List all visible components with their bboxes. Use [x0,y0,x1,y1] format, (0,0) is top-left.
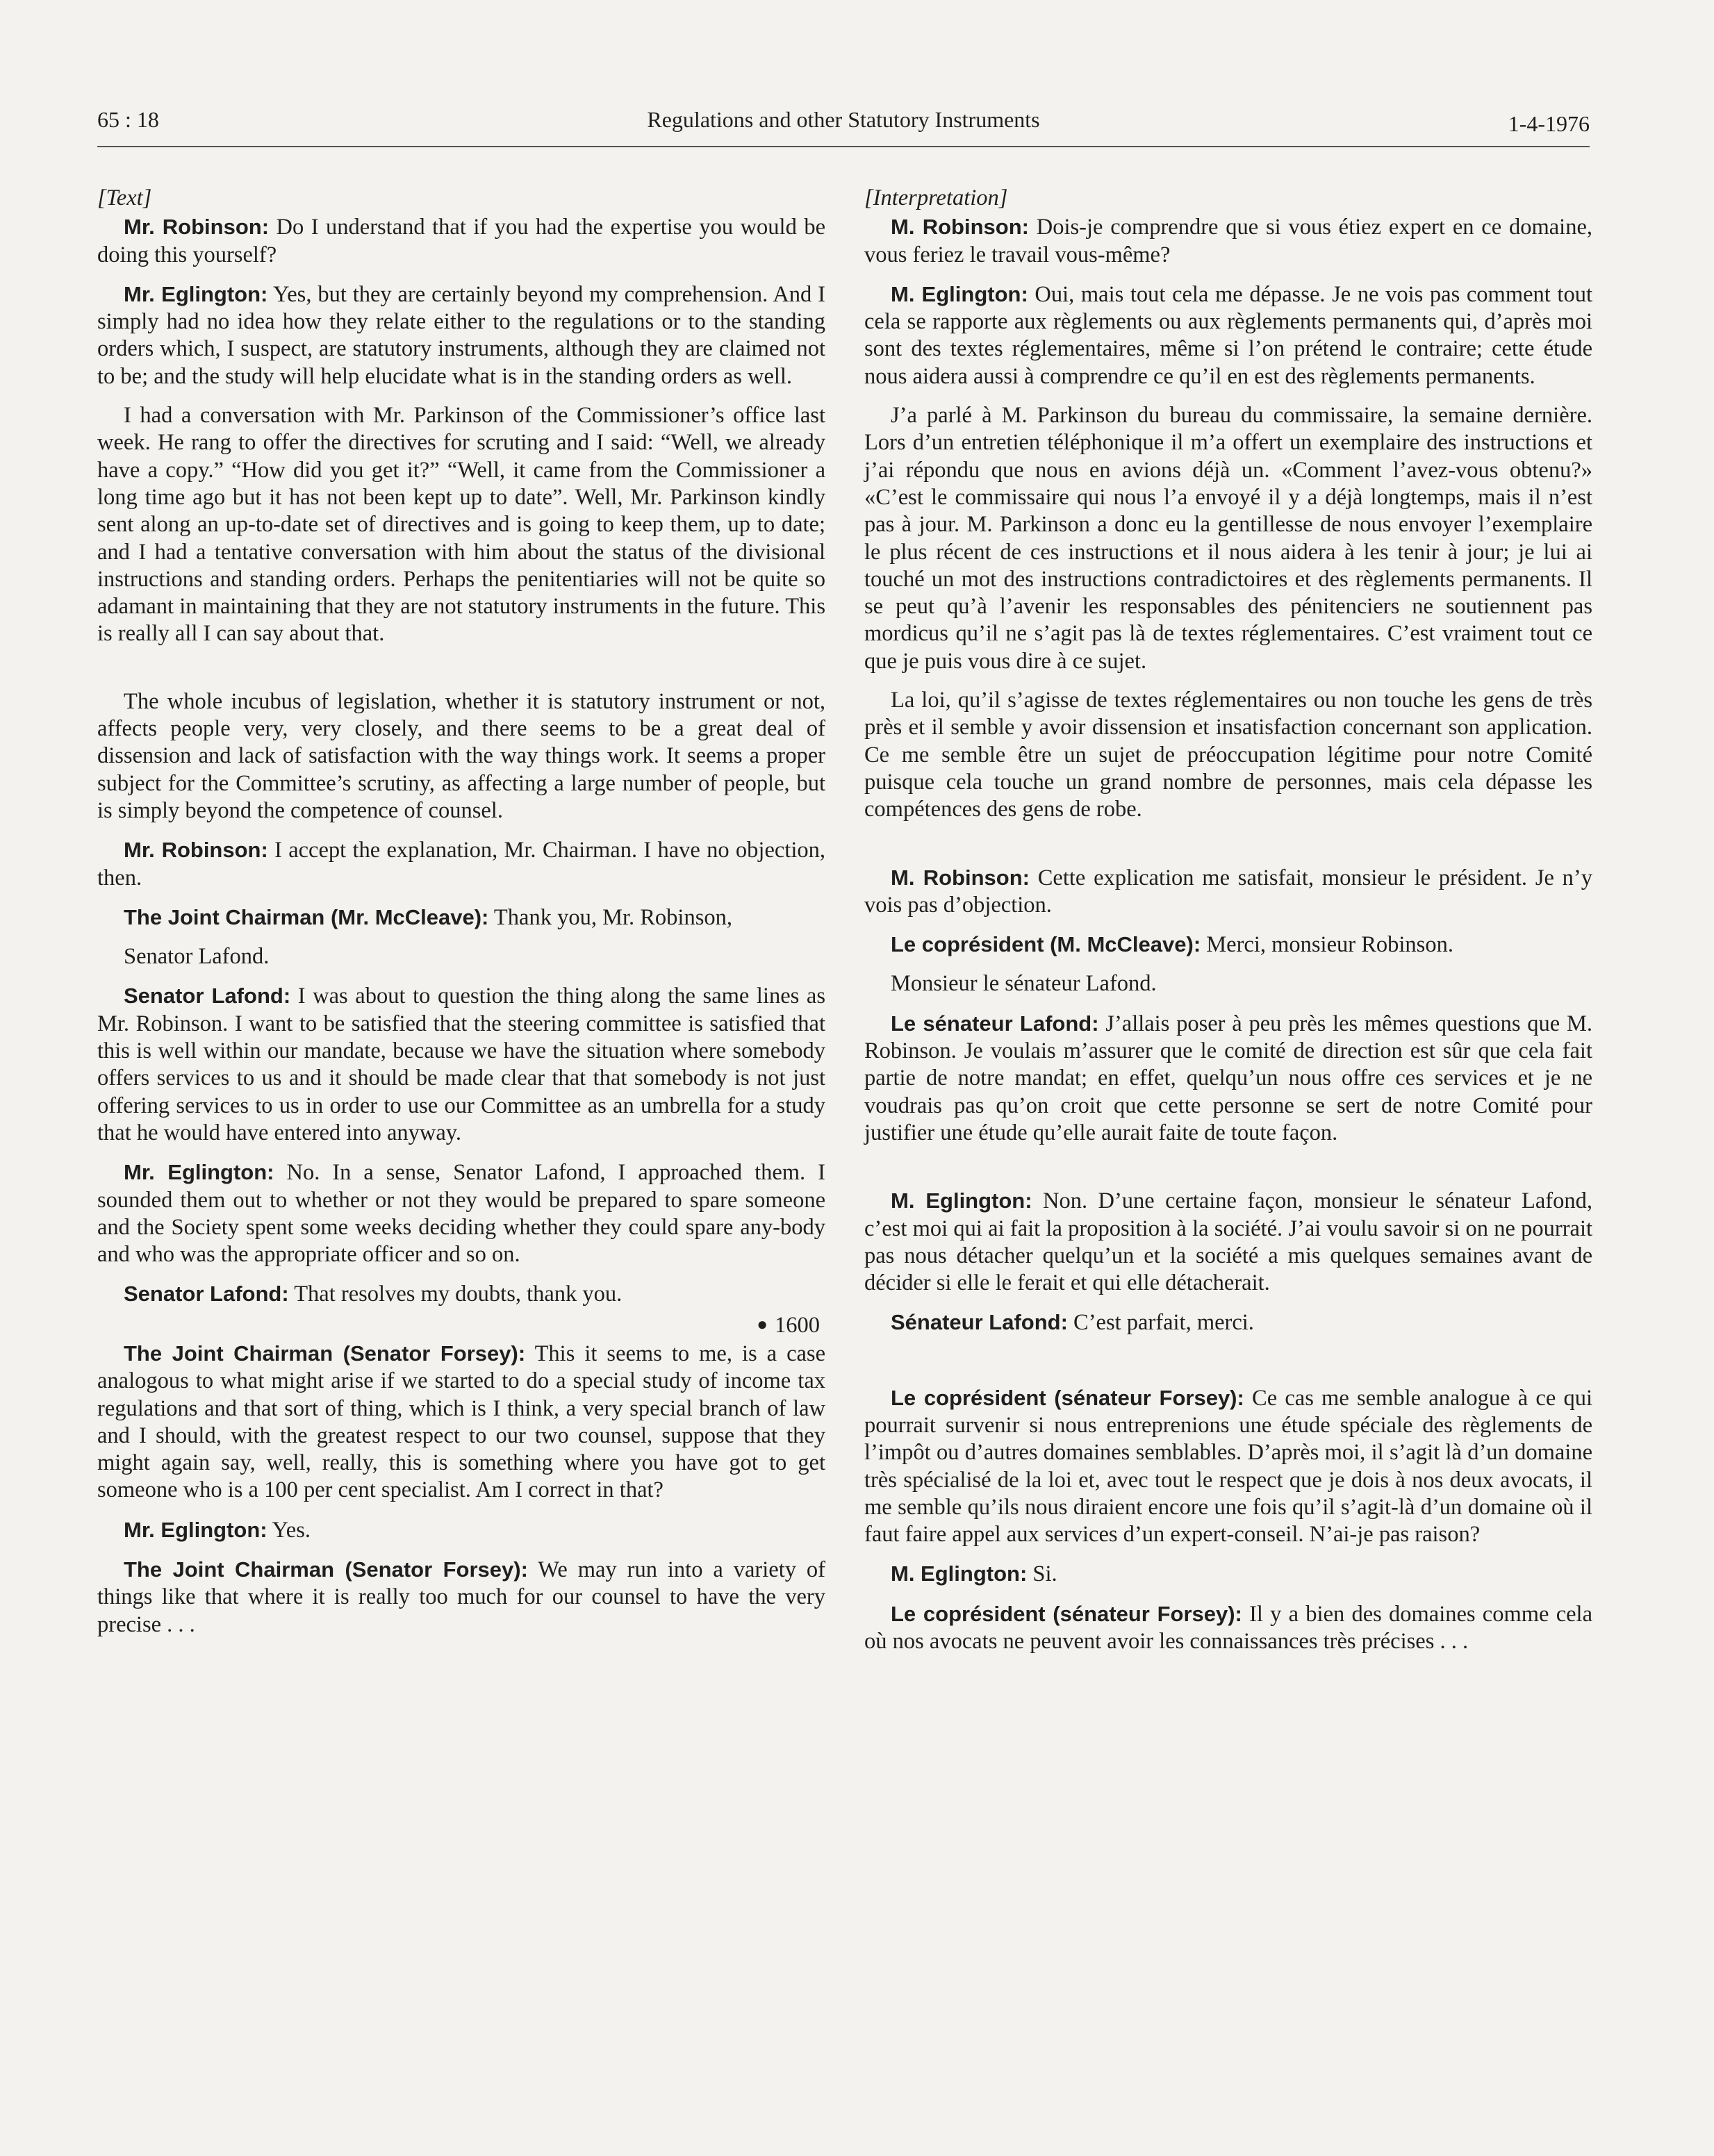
speech-text: Ce cas me semble analogue à ce qui pourrait survenir si nous entreprenions une étude spéciale des règlements de l’impôt ou d’autres domaines semblables. D’après moi, il s’agit là d’un domaine très spécialisé de la loi et, avec tout le respect que je dois à nos deux avocats, il me semble qu’ils nous diraient encore une fois qu’il s’agit-là d’un domaine où il faut faire appel aux services d’un expert-conseil. N’ai-je pas raison? [864,1385,1592,1548]
speaker-name: Mr. Eglington: [124,1160,274,1185]
page-header [97,104,1590,147]
speaker-name: M. Robinson: [891,215,1029,240]
speaker-name: Le coprésident (sénateur Forsey): [891,1601,1242,1626]
language-tag: [Text] [97,185,152,210]
speech-text: Yes, but they are certainly beyond my comprehension. And I simply had no idea how they relate either to the regulations or to the standing orders which, I suspect, are statutory instruments, although they are claimed not to be; and the study will help elucidate what is in the standing orders as well. [97,281,825,389]
paragraph [97,943,825,970]
paragraph [864,1560,1592,1588]
speaker-name: Mr. Robinson: [124,215,270,240]
speaker-name: Le coprésident (sénateur Forsey): [891,1385,1244,1410]
speech-text: No. In a sense, Senator Lafond, I approached them. I sounded them out to whether or not they would be prepared to spare someone and the Society spent some weeks deciding whether they could spare any-body and who was the appropriate officer and so on. [97,1160,825,1268]
running-title: Regulations and other Statutory Instruments [647,107,1040,132]
paragraph [97,982,825,1147]
speaker-name: The Joint Chairman (Senator Forsey): [124,1341,526,1366]
paragraph [864,1384,1592,1549]
paragraph [97,836,825,892]
paragraph [97,1340,825,1504]
paragraph [97,904,825,931]
language-tag: [Interpretation] [864,185,1008,210]
speaker-name: Le sénateur Lafond: [891,1011,1099,1036]
speech-text: This it seems to me, is a case analogous to what might arise if we started to do a special study of income tax regulations and that sort of thing, which is I think, a very special branch of law and I should, with the greatest respect to our two counsel, suppose that they might again say, well, really, this is something where you have got to get someone who is a 100 per cent specialist. Am I correct in that? [97,1341,825,1503]
speaker-name: M. Eglington: [891,1561,1028,1586]
french-column [864,185,1592,1667]
paragraph [97,281,825,390]
page-number: 65 : 18 [97,107,159,132]
paragraph [864,1309,1592,1336]
speech-text: Cette explication me satisfait, monsieur le président. Je n’y vois pas d’objection. [864,865,1592,918]
speech-text: Dois-je comprendre que si vous étiez expert en ce domaine, vous feriez le travail vous-même? [864,215,1592,267]
speech-text: That resolves my doubts, thank you. [288,1282,623,1307]
paragraph [97,1159,825,1268]
speech-text: J’allais poser à peu près les mêmes questions que M. Robinson. Je voulais m’assurer que le comité de direction est sûr que cela fait partie de notre mandat; en effet, quelqu’un nous offre ces services et je ne voudrais pas qu’on croit que cette personne se sert de notre Comité pour justifier une étude qu’elle aurait faite de toute façon. [864,1011,1592,1145]
speech-text: C’est parfait, merci. [1067,1310,1254,1336]
paragraph [97,213,825,269]
speaker-name: M. Robinson: [891,865,1030,890]
speech-text: Non. D’une certaine façon, monsieur le sénateur Lafond, c’est moi qui ai fait la proposition à la société. J’ai voulu savoir si on ne pourrait pas nous détacher quelqu’un et la société a mis quelques semaines avant de décider si elle le ferait et qui elle détacherait. [864,1188,1593,1296]
paragraph [864,931,1592,959]
speaker-name: The Joint Chairman (Senator Forsey): [124,1557,528,1582]
speech-text: J’a parlé à M. Parkinson du bureau du commissaire, la semaine dernière. Lors d’un entretien téléphonique il m’a offert un exemplaire des instructions et j’ai répondu que nous en avions déjà un. «Comment l’avez-vous obtenu?» «C’est le commissaire qui nous l’a envoyé il y a déjà longtemps, mais il n’est pas à jour. M. Parkinson a donc eu la gentillesse de nous envoyer l’exemplaire le plus récent de ces instructions et il nous aidera à les tenir à jour; je lui ai touché un mot des instructions contradictoires et des règlements permanents. Il se peut qu’à l’avenir les responsables des pénitenciers ne soutiennent pas mordicus qu’il ne s’agit pas là de textes réglementaires. C’est vraiment tout ce que je puis vous dire à ce sujet. [864,403,1592,674]
speech-text: I had a conversation with Mr. Parkinson of the Commissioner’s office last week. He rang to offer the directives for scruting and I said: “Well, we already have a copy.” “How did you get it?” “Well, it came from the Commissioner a long time ago but it has not been kept up to date”. Well, Mr. Parkinson kindly sent along an up-to-date set of directives and is going to keep them, up to date; and I had a tentative conversation with him about the status of the divisional instructions and standing orders. Perhaps the penitentiaries will not be quite so adamant in maintaining that they are not statutory instruments in the future. This is really all I can say about that. [97,403,825,647]
speaker-name: Senator Lafond: [124,984,291,1009]
speech-text: Thank you, Mr. Robinson, [488,904,732,930]
paragraph [864,213,1592,269]
speech-text: Do I understand that if you had the expertise you would be doing this yourself? [97,215,825,267]
speech-text: Senator Lafond. [124,944,270,970]
speech-text: We may run into a variety of things like that where it is really too much for our counsel to have the very precise . . . [97,1557,826,1637]
paragraph [864,864,1592,920]
speech-text: La loi, qu’il s’agisse de textes réglementaires ou non touche les gens de très près et il semble y avoir dissension et insatisfaction concernant son application. Ce me semble être un sujet de préoccupation légitime pour notre Comité puisque cela touche un grand nombre de personnes, mais cela dépasse les compétences des gens de robe. [864,688,1592,822]
speech-text: Oui, mais tout cela me dépasse. Je ne vois pas comment tout cela se rapporte aux règlements ou aux règlements permanents qui, d’après moi sont des textes réglementaires, même si l’on prétend le contraire; cette étude nous aidera aussi à comprendre ce qu’il en est des règlements permanents. [864,281,1592,389]
speaker-name: Le coprésident (M. McCleave): [891,932,1201,957]
issue-date: 1-4-1976 [1508,111,1590,136]
paragraph [864,402,1592,675]
bullet-icon: ● [757,1313,768,1334]
speech-text: The whole incubus of legislation, whether it is statutory instrument or not, affects people very, very closely, and there seems to be a great deal of dissension and lack of satisfaction with the way things work. It seems a proper subject for the Committee’s scrutiny, as affecting a large number of people, but is simply beyond the competence of counsel. [97,688,825,823]
paragraph [97,1516,825,1544]
speech-text: I accept the explanation, Mr. Chairman. I have no objection, then. [97,838,825,890]
paragraph [97,688,825,824]
speaker-name: Senator Lafond: [124,1282,289,1307]
paragraph [97,1280,825,1308]
paragraph [864,970,1592,997]
paragraph [864,1010,1592,1147]
speaker-name: Mr. Eglington: [124,1517,267,1542]
speech-text: Si. [1027,1561,1057,1587]
speaker-name: The Joint Chairman (Mr. McCleave): [124,904,489,929]
speaker-name: Mr. Robinson: [124,838,268,863]
paragraph [97,1556,825,1639]
speaker-name: Mr. Eglington: [124,281,268,306]
paragraph [864,1187,1592,1297]
speaker-name: M. Eglington: [891,281,1028,306]
paragraph [864,281,1592,390]
english-column [97,185,825,1650]
speaker-name: Sénateur Lafond: [891,1310,1068,1335]
time-marker [97,1311,825,1339]
speaker-name: M. Eglington: [891,1188,1032,1213]
paragraph [864,1600,1592,1656]
paragraph [864,687,1592,823]
paragraph [97,402,825,648]
speech-text: Merci, monsieur Robinson. [1201,932,1453,958]
speech-text: Yes. [267,1517,311,1543]
speech-text: Monsieur le sénateur Lafond. [891,971,1157,997]
speech-text: I was about to question the thing along the same lines as Mr. Robinson. I want to be satisfied that the steering committee is satisfied that this is well within our mandate, because we have the situation where somebody offers services to us and it should be made clear that that somebody is not just offering services to us in order to use our Committee as an umbrella for a study that he would have entered into anyway. [97,984,825,1145]
speech-text: Il y a bien des domaines comme cela où nos avocats ne peuvent avoir les connaissances très précises . . . [864,1601,1592,1655]
time-marker-text: 1600 [775,1312,820,1338]
